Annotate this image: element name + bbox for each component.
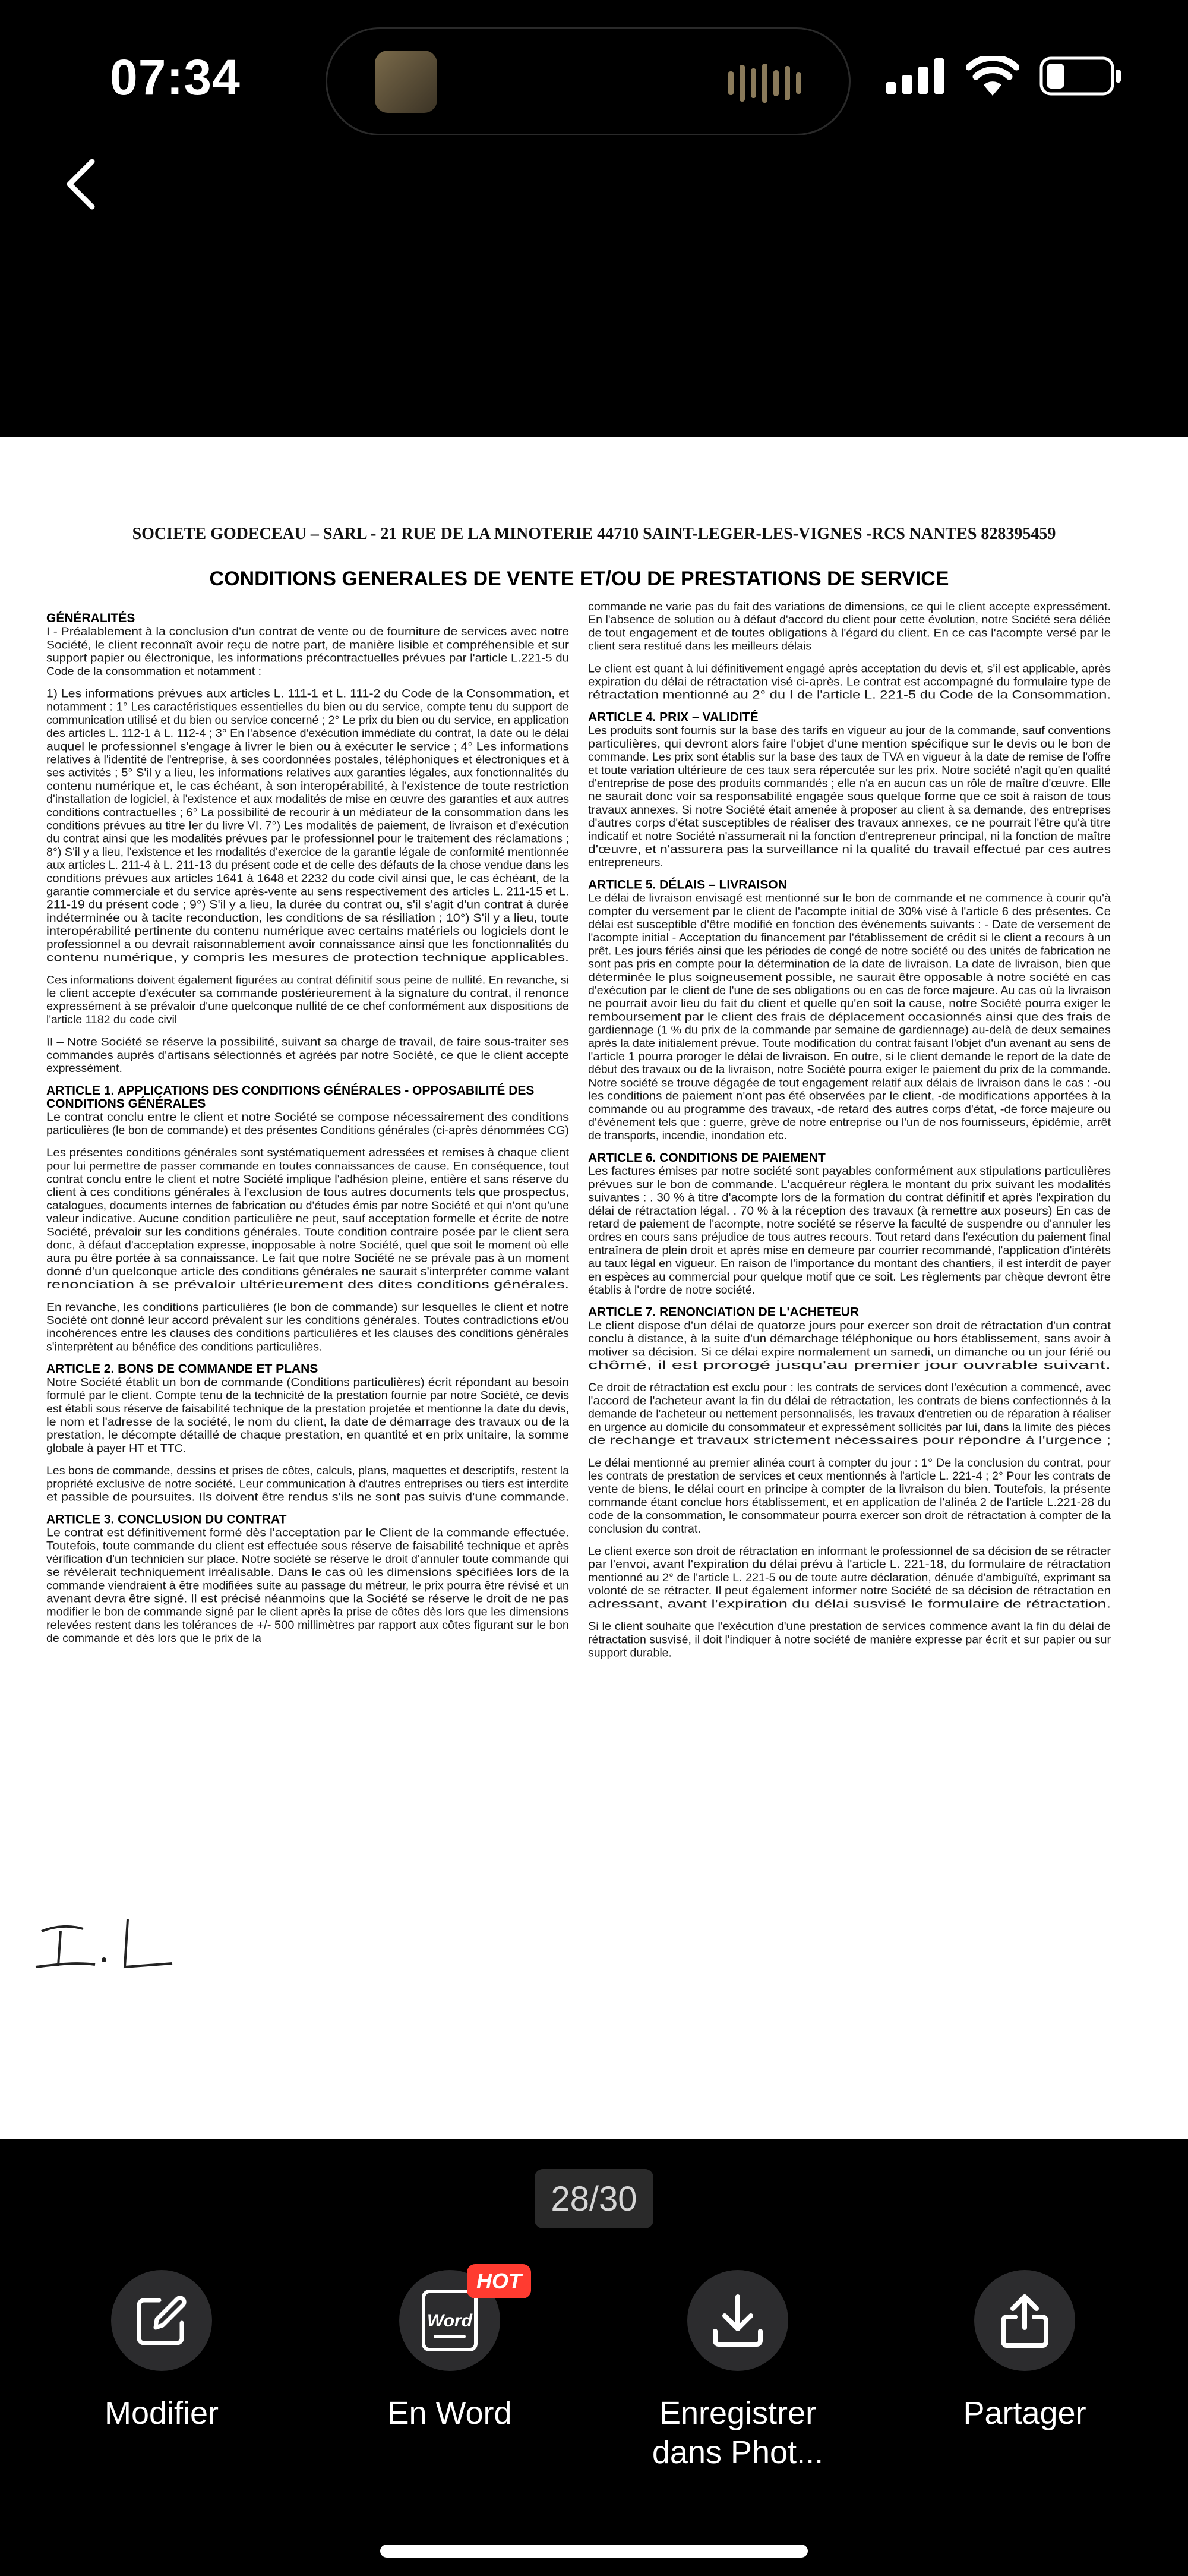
save-to-photos-label: Enregistrer dans Phot... (652, 2395, 824, 2470)
right-column-block (588, 1381, 1111, 1447)
handwritten-initials (24, 1907, 178, 1991)
right-column-block (588, 662, 1111, 701)
left-column-paragraph: En revanche, les conditions particulières (le bon de commande) sur lesquelles le client et notre Société ont donné leur accord prévalent sur les conditions générales. Toutes contradictions et/ou incohérences entre les clauses des conditions particulières et les clauses des conditions générales s'interprètent au bénéfice des conditions particulières. (46, 1300, 570, 1354)
right-column-block (588, 1456, 1111, 1535)
right-column-heading: ARTICLE 4. PRIX – VALIDITÉ (588, 710, 759, 724)
edit-button[interactable] (37, 2270, 286, 2433)
left-column-heading: GÉNÉRALITÉS (46, 611, 135, 625)
left-column-block (46, 1464, 569, 1503)
hot-badge: HOT (467, 2264, 531, 2298)
audio-wave-icon (728, 64, 801, 103)
right-column-block (588, 878, 1111, 1142)
status-icons (886, 56, 1123, 96)
home-indicator[interactable] (380, 2545, 808, 2558)
left-column-paragraph: II – Notre Société se réserve la possibilité, suivant sa charge de travail, de faire sous-traiter ses commandes auprès d'artisans sélectionnés et agréés par notre Société, ce que le client accepte expressément. (46, 1035, 570, 1076)
right-column-block (588, 1306, 1111, 1372)
right-column-paragraph: Le client est quant à lui définitivement engagé après acceptation du devis et, s'il est applicable, après expiration du délai de rétractation visé ci-après. Le contrat est accompagné du formulaire type de rétractation mentionné au 2° du I de l'article L. 221-5 du Code de la Consommation. (588, 662, 1111, 702)
status-time: 07:34 (110, 49, 241, 105)
left-column (46, 611, 570, 1645)
left-column-block (46, 1036, 569, 1075)
status-bar (0, 0, 1188, 143)
left-column-block (46, 1084, 569, 1137)
back-chevron-icon[interactable] (56, 155, 104, 214)
bottom-toolbar (0, 2270, 1188, 2484)
right-column-heading: ARTICLE 6. CONDITIONS DE PAIEMENT (588, 1150, 826, 1165)
right-column-block (588, 1545, 1111, 1611)
download-icon (708, 2291, 767, 2350)
left-column-paragraph: Le contrat conclu entre le client et notre Société se compose nécessairement des conditions particulières (le bon de commande) et des présentes Conditions générales (ci-après dénommées CG) (46, 1111, 570, 1137)
left-column-block (46, 688, 570, 964)
right-column-paragraph: Les produits sont fournis sur la base des tarifs en vigueur au jour de la commande, sauf conventions particulières, qui devront alors faire l'objet d'une mention spécifique sur le devis ou le bon de commande. Les prix sont établis sur la base des taux de TVA en vigueur à la date de remise de l'offre et toute variation ultérieure de ces taux sera répercutée sur les prix. Notre société n'agit qu'en qualité d'entreprise de pose des produits commandés ; elle n'a en aucun cas un rôle de maître d'œuvre. Elle ne saurait donc voir sa responsabilité engagée sous quelque forme que ce soit à raison de tous travaux annexes. Si notre Société était amenée à proposer au client à sa demande, des entreprises d'autres corps d'état susceptibles de réaliser des travaux annexes, ce ne pourrait l'être qu'à titre indicatif et notre Société n'assumerait ni la fonction d'entrepreneur principal, ni la fonction de maître d'œuvre, et n'assurera pas la surveillance ni la qualité du travail effectué par ces autres entrepreneurs. (588, 724, 1111, 869)
document-canvas (0, 437, 1188, 2139)
left-column-paragraph: Notre Société établit un bon de commande (Conditions particulières) écrit répondant au besoin formulé par le client. Compte tenu de la technicité de la prestation fournie par notre Société, ce devis est établi sous réserve de faisabilité technique de la prestation projetée et mentionne la date du devis, le nom et l'adresse de la société, le nom du client, la date de démarrage des travaux ou de la prestation, le décompte détaillé de chaque prestation, en quantité et en prix unitaire, la somme globale à payer HT et TTC. (46, 1376, 570, 1455)
right-column (588, 600, 1111, 1659)
share-button[interactable] (900, 2270, 1149, 2433)
share-icon (995, 2291, 1054, 2350)
convert-word-label: En Word (387, 2395, 512, 2431)
right-column-block (588, 1151, 1111, 1297)
dynamic-island[interactable] (326, 27, 851, 135)
right-column-paragraph: Le délai mentionné au premier alinéa court à compter du jour : 1° De la conclusion du contrat, pour les contrats de prestation de services et ceux mentionnés à l'article L. 221-4 ; 2° Pour les contrats de vente de biens, le délai court en principe à compter de la livraison du bien. Toutefois, la présente commande étant conclue hors établissement, et en application de l'alinéa 2 de l'article L.221-28 du code de la consommation, le consommateur pourra exercer son droit de rétractation à compter de la conclusion du contrat. (588, 1456, 1111, 1535)
left-column-paragraph: 1) Les informations prévues aux articles L. 111-1 et L. 111-2 du Code de la Consommation, et notamment : 1° Les caractéristiques essentielles du bien ou du service, compte tenu du support de communication utilisé et du bien ou service concerné ; 2° Le prix du bien ou du service, en application des articles L. 112-1 à L. 112-4 ; 3° En l'absence d'exécution immédiate du contrat, la date ou le délai auquel le professionnel s'engage à livrer le bien ou à exécuter le service ; 4° Les informations relatives à l'identité de l'entreprise, à ses coordonnées postales, téléphoniques et électroniques et à ses activités ; 5° S'il y a lieu, les informations relatives aux garanties légales, aux fonctionnalités du contenu numérique et, le cas échéant, à son interopérabilité, à l'existence de toute restriction d'installation de logiciel, à l'existence et aux modalités de mise en œuvre des garanties et aux autres conditions contractuelles ; 6° La possibilité de recourir à un médiateur de la consommation dans les conditions prévues au titre Ier du livre VI. 7°) Les modalités de paiement, de livraison et d'exécution du contrat ainsi que les modalités prévues par le professionnel pour le traitement des réclamations ; 8°) S'il y a lieu, l'existence et les modalités d'exercice de la garantie légale de conformité mentionnée aux articles L. 211-4 à L. 211-13 du présent code et de celle des défauts de la chose vendue dans les conditions prévues aux articles 1641 à 1648 et 2232 du code civil ainsi que, le cas échéant, de la garantie commerciale et du service après-vente au sens respectivement des articles L. 211-15 et L. 211-19 du présent code ; 9°) S'il y a lieu, la durée du contrat ou, s'il s'agit d'un contrat à durée indéterminée ou à tacite reconduction, les conditions de sa résiliation ; 10°) S'il y a lieu, toute interopérabilité pertinente du contenu numérique avec certains matériels ou logiciels dont le professionnel a ou devrait raisonnablement avoir connaissance ainsi que les fonctionnalités du contenu numérique, y compris les mesures de protection technique applicables. (46, 687, 570, 964)
left-column-paragraph: Les bons de commande, dessins et prises de côtes, calculs, plans, maquettes et descriptifs, restent la propriété exclusive de notre société. Leur communication à d'autres entreprises ou tiers est interdite et passible de poursuites. Ils doivent être rendus s'ils ne sont pas suivis d'une commande. (46, 1464, 570, 1504)
now-playing-artwork (375, 51, 437, 113)
right-column-paragraph: Le client exerce son droit de rétractation en informant le professionnel de sa décision de se rétracter par l'envoi, avant l'expiration du délai prévu à l'article L. 221-18, du formulaire de rétractation mentionné au 2° de l'article L. 221-5 ou de toute autre déclaration, dénuée d'ambiguïté, exprimant sa volonté de se rétracter. Il peut également informer notre Société de sa décision de rétractation en adressant, avant l'expiration du délai susvisé le formulaire de rétractation. (588, 1544, 1111, 1611)
save-to-photos-button[interactable] (613, 2270, 862, 2472)
left-column-paragraph: Le contrat est définitivement formé dès l'acceptation par le Client de la commande effectuée. Toutefois, toute commande du client est effectuée sous réserve de faisabilité technique et après vérification d'un technicien sur place. Notre société se réserve le droit d'annuler toute commande qui se révélerait techniquement irréalisable. Dans le cas où les dimensions spécifiées lors de la commande viendraient à être modifiées suite au passage du métreur, le prix pourra être révisé et un avenant devra être signé. Il est précisé néanmoins que la Société se réserve le droit de ne pas modifier le bon de commande signé par le client après la prise de côtes dès lors que les dimensions relevées restent dans les tolérances de +/- 500 millimètres par rapport aux côtes figurant sur le bon de commande et dès lors que le prix de la (46, 1526, 570, 1645)
word-icon-text: Word (426, 2311, 473, 2331)
right-column-paragraph: Si le client souhaite que l'exécution d'une prestation de services commence avant la fin du délai de rétractation susvisé, il doit l'indiquer à notre société de manière expresse par écrit et sur papier ou sur support durable. (588, 1620, 1111, 1660)
left-column-heading: ARTICLE 2. BONS DE COMMANDE ET PLANS (46, 1362, 318, 1376)
edit-icon (133, 2292, 190, 2349)
left-column-block (46, 973, 569, 1026)
left-column-block (46, 611, 570, 678)
right-column-heading: ARTICLE 7. RENONCIATION DE L'ACHETEUR (588, 1305, 860, 1319)
right-column-paragraph: Les factures émises par notre société sont payables conformément aux stipulations particulières prévues sur le bon de commande. L'acquéreur règlera le montant du prix suivant les modalités suivantes : . 30 % à titre d'acompte lors de la formation du contrat définitif et après l'expiration du délai de rétractation légal. . 70 % à la réception des travaux (à remettre aux poseurs) En cas de retard de paiement de l'acompte, notre société se réserve la faculté de suspendre ou d'annuler les ordres en cours sans préjudice de tous autres recours. Tout retard dans l'exécution du paiement final entraînera de plein droit et après mise en demeure par courrier recommandé, l'application d'intérêts au taux légal en vigueur. En raison de l'importance du montant des chantiers, il est interdit de payer en espèces au commercial pour quelque motif que ce soit. Les règlements par chèque devront être établis à l'ordre de notre société. (588, 1165, 1111, 1297)
left-column-block (46, 1146, 570, 1291)
left-column-block (46, 1362, 569, 1455)
edit-button-label: Modifier (104, 2395, 219, 2431)
right-column-block (588, 710, 1111, 869)
document-title: CONDITIONS GENERALES DE VENTE ET/OU DE PRESTATIONS DE SERVICE (209, 567, 949, 590)
scanned-document-page[interactable] (0, 437, 1188, 2139)
left-column-paragraph: Les présentes conditions générales sont systématiquement adressées et remises à chaque client pour lui permettre de passer commande en toutes connaissances de cause. En conséquence, tout contrat conclu entre le client et notre Société implique l'adhésion pleine, entière et sans réserve du client à ces conditions générales à l'exclusion de tous autres documents tels que prospectus, catalogues, documents internes de fabrication ou d'études émis par notre Société et qui n'ont qu'une valeur indicative. Aucune condition particulière ne peut, sauf acceptation formelle et écrite de notre Société, prévaloir sur les conditions générales. Toute condition contraire posée par le client sera donc, à défaut d'acceptation expresse, inopposable à notre Société, quel que soit le moment où elle aura pu être portée à sa connaissance. Le fait que notre Société ne se prévale pas à un moment donné d'un quelconque article des conditions générales ne saurait s'interpréter comme valant renonciation à se prévaloir ultérieurement des dites conditions générales. (46, 1146, 570, 1292)
right-column-paragraph: Le délai de livraison envisagé est mentionné sur le bon de commande et ne commence à courir qu'à compter du versement par le client de l'acompte initial de 30% visé à l'article 6 des présentes. Ce délai est susceptible d'être modifié en fonction des événements suivants : - Date de versement de l'acompte initial - Acceptation du financement par l'établissement de crédit si le client a recours à un prêt. Les jours fériés ainsi que les périodes de congé de notre société ou des unités de fabrication ne sont pas pris en compte pour la détermination de la date de livraison. La date de livraison, bien que déterminée le plus soigneusement possible, ne saurait être opposable à notre société en cas d'exécution par le client de l'une de ses obligations ou en cas de force majeure. Au cas où la livraison ne pourrait avoir lieu du fait du client et quelle qu'en soit la cause, notre Société pourra exiger le remboursement par le client des frais de déplacement occasionnés ainsi que des frais de gardiennage (1 % du prix de la commande par semaine de gardiennage) au-delà de deux semaines après la date initialement prévue. Toute modification du contrat faisant l'objet d'un avenant au sens de l'article 1 pourra proroger le délai de livraison. En outre, si le client demande le report de la date de début des travaux ou de la livraison, notre Société pourra exiger le paiement du prix de la commande. Notre société se trouve dégagée de tout engagement relatif aux délais de livraison dans le cas : -ou les conditions de paiement n'ont pas été observées par le client, -de modifications apportées à la commande ou au programme des travaux, -de retard des autres corps d'état, -de force majeure ou d'événement tels que : guerre, grève de notre entreprise ou l'un de nos fournisseurs, épidémie, arrêt de transports, incendie, inondation etc. (588, 891, 1111, 1143)
right-column-block (588, 1620, 1111, 1659)
wifi-icon (966, 56, 1019, 96)
cellular-signal-icon (886, 58, 946, 94)
document-header: SOCIETE GODECEAU – SARL - 21 RUE DE LA MINOTERIE 44710 SAINT-LEGER-LES-VIGNES -RCS NANTES 828395459 (132, 525, 1056, 543)
battery-icon (1040, 56, 1123, 96)
right-column-paragraph: commande ne varie pas du fait des variations de dimensions, ce qui le client accepte expressément. En l'absence de solution ou à défaut d'accord du client pour cette évolution, notre Société sera déliée de tout engagement et de toutes obligations à l'égard du client. En ce cas l'acompte versé par le client sera restitué dans les meilleurs délais (588, 600, 1111, 653)
right-column-paragraph: Le client dispose d'un délai de quatorze jours pour exercer son droit de rétractation d'un contrat conclu à distance, à la suite d'un démarchage téléphonique ou hors établissement, sans avoir à motiver sa décision. Si ce délai expire normalement un samedi, un dimanche ou un jour férié ou chômé, il est prorogé jusqu'au premier jour ouvrable suivant. (588, 1319, 1111, 1372)
page-counter: 28/30 (535, 2169, 653, 2228)
share-button-label: Partager (963, 2395, 1086, 2431)
right-column-heading: ARTICLE 5. DÉLAIS – LIVRAISON (588, 878, 787, 892)
convert-word-button[interactable] (325, 2270, 574, 2433)
left-column-block (46, 1301, 569, 1354)
right-column-paragraph: Ce droit de rétractation est exclu pour : les contrats de services dont l'exécution a commencé, avec l'accord de l'acheteur avant la fin du délai de rétractation, les contrats de biens confectionnés à la demande de l'acheteur ou nettement personnalisés, les travaux d'entretien ou de réparation à réaliser en urgence au domicile du consommateur et expressément sollicités par lui, dans la limite des pièces de rechange et travaux strictement nécessaires pour répondre à l'urgence ; (588, 1381, 1111, 1448)
left-column-paragraph: I - Préalablement à la conclusion d'un contrat de vente ou de fourniture de services avec notre Société, le client reconnaît avoir reçu de notre part, de manière lisible et compréhensible et sur support papier ou électronique, les informations précontractuelles prévues par l'article L.221-5 du Code de la consommation et notamment : (46, 625, 570, 678)
left-column-heading: ARTICLE 3. CONCLUSION DU CONTRAT (46, 1512, 287, 1527)
left-column-heading: ARTICLE 1. APPLICATIONS DES CONDITIONS GÉNÉRALES - OPPOSABILITÉ DES CONDITIONS GÉNÉRALES (46, 1083, 535, 1111)
right-column-block (588, 600, 1111, 653)
left-column-block (46, 1512, 569, 1645)
left-column-paragraph: Ces informations doivent également figurées au contrat définitif sous peine de nullité. En revanche, si le client accepte d'exécuter sa commande postérieurement à la signature du contrat, il renonce expressément à se prévaloir d'une quelconque nullité de ce chef conformément aux dispositions de l'article 1182 du code civil (46, 973, 569, 1026)
